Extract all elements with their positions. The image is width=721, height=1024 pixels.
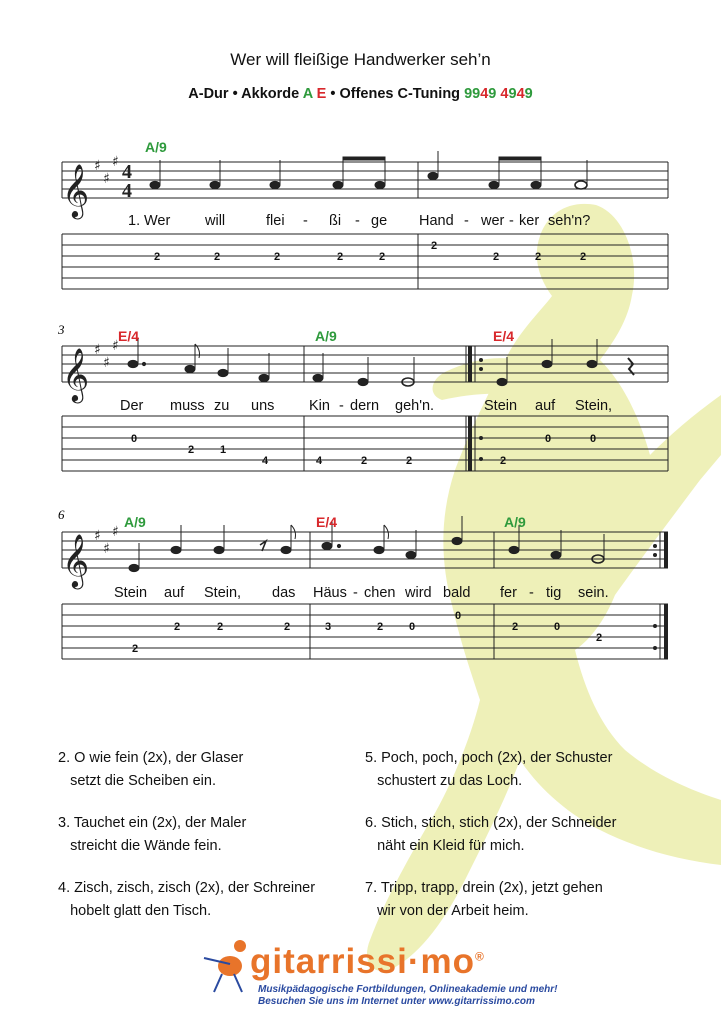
svg-text:2: 2 (579, 251, 587, 263)
svg-text:das: das (272, 585, 296, 601)
svg-text:2: 2 (499, 455, 507, 467)
separator: • (232, 86, 238, 102)
lyrics-row-3 (114, 585, 609, 601)
svg-text:4: 4 (122, 161, 132, 183)
verse-5: 5. Poch, poch, poch (2x), der Schuster schustert zu das Loch. (365, 750, 613, 789)
svg-text:-: - (339, 398, 344, 414)
svg-text:2: 2 (378, 251, 386, 263)
svg-text:2: 2 (216, 621, 224, 633)
svg-text:Hand: Hand (419, 213, 454, 229)
staff-row-1 (62, 162, 668, 198)
svg-text:2: 2 (273, 251, 281, 263)
svg-text:-: - (353, 585, 358, 601)
svg-text:auf: auf (164, 585, 185, 601)
verse-6: 6. Stich, stich, stich (2x), der Schneider näht ein Kleid für mich. (365, 815, 617, 854)
svg-text:wer: wer (481, 213, 505, 229)
svg-text:𝄞: 𝄞 (62, 163, 90, 217)
tuning-digits: 4 (500, 86, 509, 102)
chord-symbol: A/9 (145, 139, 167, 155)
svg-text:♯: ♯ (103, 355, 110, 371)
svg-text:2: 2 (405, 455, 413, 467)
svg-text:Wer: Wer (144, 213, 171, 229)
tab-row-1 (62, 234, 668, 289)
notes-row-1 (150, 151, 587, 189)
tuning-digits: 9 (524, 86, 533, 102)
verse-7: 7. Tripp, trapp, drein (2x), jetzt gehen wir von der Arbeit heim. (365, 880, 603, 919)
svg-text:2: 2 (511, 621, 519, 633)
treble-clef (62, 163, 89, 589)
svg-text:4: 4 (315, 455, 323, 467)
tuning-digits: 9 (508, 86, 517, 102)
svg-text:0: 0 (553, 621, 561, 633)
svg-text:Stein,: Stein, (204, 585, 242, 601)
svg-text:2: 2 (173, 621, 181, 633)
chord-e-label: E (316, 86, 327, 102)
verse-3: 3. Tauchet ein (2x), der Maler streicht die Wände fein. (58, 815, 247, 854)
svg-text:2: 2 (336, 251, 344, 263)
svg-text:will: will (205, 213, 226, 229)
svg-text:-: - (509, 213, 514, 229)
svg-text:2: 2 (430, 240, 438, 252)
svg-text:uns: uns (251, 398, 275, 414)
svg-text:-: - (355, 213, 360, 229)
svg-text:♯: ♯ (103, 171, 110, 187)
tuning-digits: 4 (516, 86, 525, 102)
svg-text:♯: ♯ (94, 342, 101, 358)
verse-2: 2. O wie fein (2x), der Glaser setzt die Scheiben ein. (58, 750, 244, 789)
chord-symbol: E/4 (493, 328, 515, 344)
chord-symbol: A/9 (315, 328, 337, 344)
svg-text:chen: chen (364, 585, 396, 601)
svg-text:2: 2 (534, 251, 542, 263)
svg-text:ßi: ßi (329, 213, 342, 229)
svg-text:2: 2 (360, 455, 368, 467)
song-title: Wer will fleißige Handwerker seh’n (230, 50, 491, 69)
svg-text:𝄞: 𝄞 (62, 533, 90, 587)
svg-text:𝄞: 𝄞 (62, 347, 90, 401)
svg-text:wird: wird (405, 585, 432, 601)
svg-text:1: 1 (219, 444, 227, 456)
svg-text:2: 2 (595, 632, 603, 644)
svg-text:2: 2 (492, 251, 500, 263)
svg-text:2: 2 (131, 643, 139, 655)
svg-text:zu: zu (214, 398, 230, 414)
separator: • (330, 86, 336, 102)
svg-text:♯: ♯ (112, 154, 119, 170)
svg-text:♯: ♯ (94, 158, 101, 174)
svg-text:♯: ♯ (112, 524, 119, 540)
svg-text:♯: ♯ (94, 528, 101, 544)
tuning-digits: 4 (480, 86, 489, 102)
notes-row-3 (129, 516, 604, 572)
verse-4: 4. Zisch, zisch, zisch (2x), der Schreiner hobelt glatt den Tisch. (58, 880, 316, 919)
svg-text:3: 3 (324, 621, 332, 633)
svg-text:0: 0 (589, 433, 597, 445)
measure-number: 3 (58, 322, 65, 337)
svg-text:flei: flei (266, 213, 285, 229)
lyrics-row-2 (120, 398, 612, 414)
svg-text:seh'n?: seh'n? (548, 213, 591, 229)
chord-a-label: A (302, 86, 313, 102)
svg-text:1.: 1. (128, 213, 141, 229)
chord-symbol: E/4 (316, 514, 338, 530)
svg-text:bald: bald (443, 585, 471, 601)
svg-text:Der: Der (120, 398, 144, 414)
svg-text:Kin: Kin (309, 398, 330, 414)
svg-text:0: 0 (454, 610, 462, 622)
key-label: A-Dur (188, 86, 229, 102)
brand-logo: gitarrissi·mo® (250, 942, 485, 981)
svg-text:muss: muss (170, 398, 205, 414)
svg-text:0: 0 (130, 433, 138, 445)
svg-text:Stein: Stein (114, 585, 148, 601)
svg-text:tig: tig (546, 585, 562, 601)
chords-label: Akkorde (241, 86, 300, 102)
svg-text:4: 4 (122, 180, 132, 202)
chord-symbol: A/9 (504, 514, 526, 530)
svg-text:4: 4 (261, 455, 269, 467)
measure-number: 6 (58, 507, 65, 522)
svg-text:-: - (529, 585, 534, 601)
tuning-label: Offenes C-Tuning (339, 86, 461, 102)
svg-text:sein.: sein. (578, 585, 609, 601)
lyrics-row-1 (128, 213, 590, 229)
svg-text:ge: ge (371, 213, 388, 229)
svg-text:fer: fer (500, 585, 517, 601)
footer-tagline: Musikpädagogische Fortbildungen, Onlineakademie und mehr! (258, 984, 558, 995)
staff-row-2 (62, 346, 668, 382)
chord-symbol: E/4 (118, 328, 140, 344)
repeat-start-bar (468, 346, 483, 471)
footer-website-line: Besuchen Sie uns im Internet unter www.gitarrissimo.com (258, 996, 535, 1007)
tab-row-3 (62, 604, 668, 659)
tuning-digits: 9 (488, 86, 497, 102)
svg-text:ker: ker (519, 213, 540, 229)
svg-text:dern: dern (350, 398, 380, 414)
svg-text:2: 2 (213, 251, 221, 263)
svg-text:Stein,: Stein, (575, 398, 613, 414)
svg-text:2: 2 (283, 621, 291, 633)
svg-text:0: 0 (408, 621, 416, 633)
svg-text:auf: auf (535, 398, 556, 414)
svg-text:♯: ♯ (103, 541, 110, 557)
guitarist-logo-icon (200, 936, 256, 996)
chord-symbol: A/9 (124, 514, 146, 530)
svg-text:2: 2 (153, 251, 161, 263)
staff-row-3 (62, 532, 668, 568)
svg-text:2: 2 (187, 444, 195, 456)
time-signature (122, 161, 132, 202)
svg-text:2: 2 (376, 621, 384, 633)
svg-text:-: - (303, 213, 308, 229)
svg-text:Stein: Stein (484, 398, 518, 414)
svg-text:-: - (464, 213, 469, 229)
svg-text:0: 0 (544, 433, 552, 445)
tuning-digits: 99 (464, 86, 481, 102)
tab-numbers-row-1 (154, 240, 586, 263)
svg-text:♯: ♯ (112, 338, 119, 354)
svg-text:Häus: Häus (313, 585, 347, 601)
svg-text:geh'n.: geh'n. (395, 398, 435, 414)
